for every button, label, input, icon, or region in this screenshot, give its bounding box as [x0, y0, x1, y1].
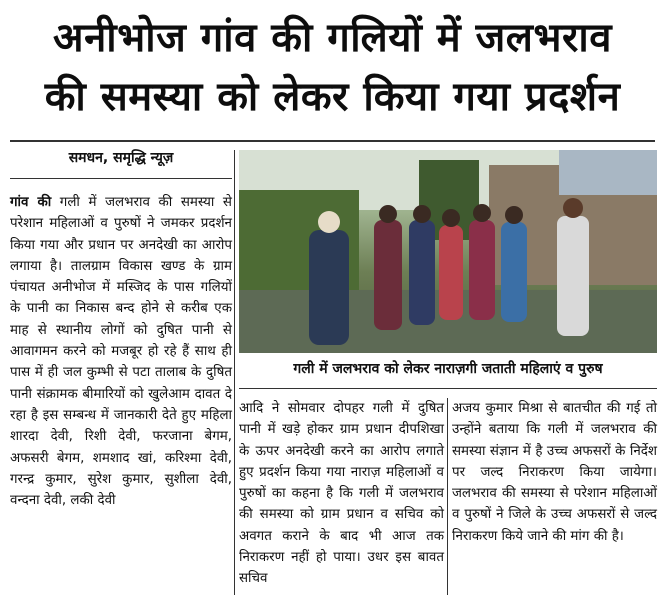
divider-top — [10, 140, 655, 142]
byline: समधन, समृद्धि न्यूज़ — [68, 150, 174, 166]
article-column-2: आदि ने सोमवार दोपहर गली में दुषित पानी में खड़े होकर ग्राम प्रधान दीपशिखा के ऊपर अनदेखी करने का आरोप लगाते हुए प्रदर्शन किया गया नाराज़ महिलाओं व पुरुषों का कहना है कि गली में जलभराव की समस्या को ग्राम प्रधान व सचिव को अवगत कराने के बाद भी आज तक निराकरण नहीं हो पाया। उधर इस बावत सचिव — [239, 401, 444, 587]
headline-line-1: अनीभोज गांव की गलियों में जलभराव — [53, 15, 612, 61]
article-lead: गांव की — [10, 195, 52, 210]
article-column-3: अजय कुमार मिश्रा से बातचीत की गई तो उन्होंने बताया कि गली में जलभराव की समस्या संज्ञान में है उच्च अफसरों के निर्देश पर जल्द निराकरण किया जायेगा। जलभराव की समस्या से परेशान महिलाओं व पुरुषों ने जिले के उच्च अफसरों से जल्द निराकरण किये जाने की मांग की है। — [452, 401, 657, 544]
byline-divider — [10, 178, 232, 179]
caption-divider — [239, 388, 657, 389]
headline-line-2: की समस्या को लेकर किया गया प्रदर्शन — [44, 74, 621, 120]
article-column-1 — [10, 192, 232, 511]
photo-caption: गली में जलभराव को लेकर नाराज़गी जताती महिलाएं व पुरुष — [293, 361, 603, 377]
protest-photo-illustration — [239, 150, 657, 353]
column-divider-1 — [234, 150, 235, 595]
column-divider-2 — [447, 398, 448, 595]
news-photo — [239, 150, 657, 353]
article-column-1-text: गली में जलभराव की समस्या से परेशान महिलाओं व पुरुषों ने जमकर प्रदर्शन किया गया और प्रधान पर अनदेखी का आरोप लगाया है। तालग्राम विकास खण्ड के ग्राम पंचायत अनीभोज में मस्जिद के पास गलियों के पानी का निकास बन्द होने से करीब एक माह से स्थानीय लोगों को दुषित पानी से आवागमन करने को मजबूर हो रहे हैं साथ ही पास में ही जल कुम्भी से पटा तालाब के दुषित पानी संक्रामक बीमारियों को खुलेआम दावत दे रहा है इस सम्बन्ध में जानकारी देते हुए महिला शारदा देवी, रिशी देवी, फरजाना बेगम, अफसरी बेगम, शमशाद खां, करिश्मा देवी, गरन्द्र कुमार, सुरेश कुमार, सुशीला देवी, वन्दना देवी, लकी देवी — [10, 195, 232, 509]
